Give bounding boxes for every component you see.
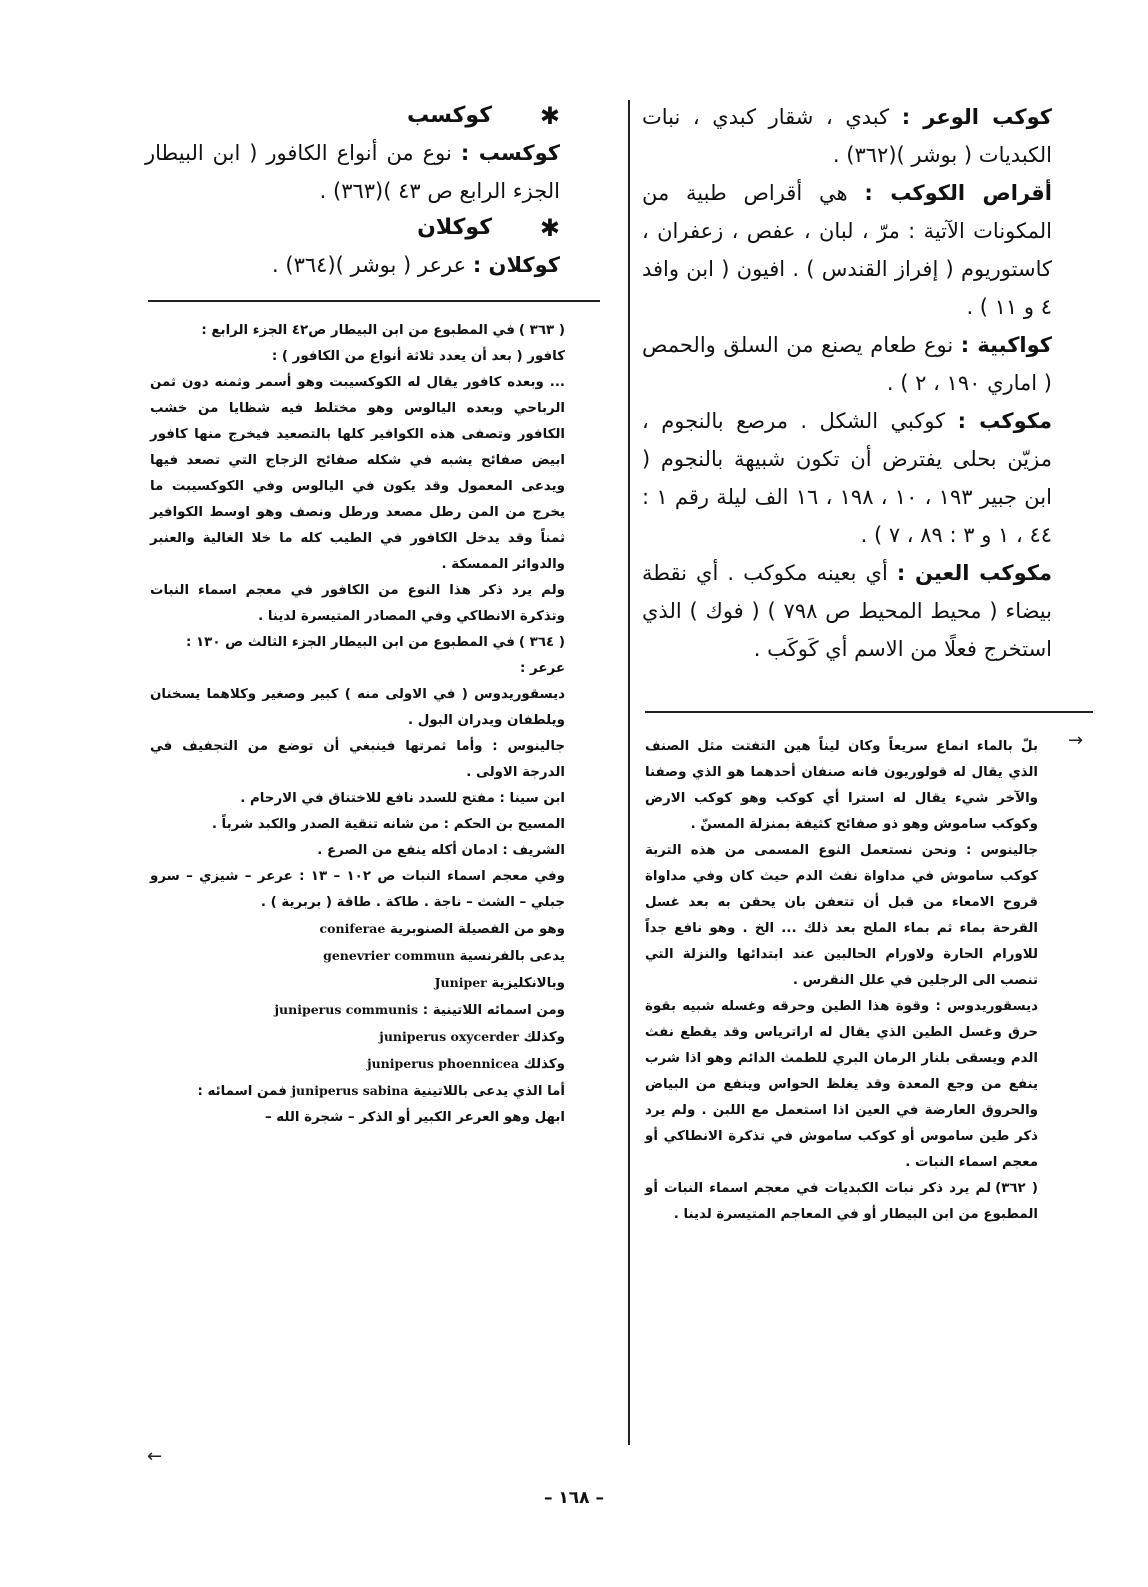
entry-aqras-alkawkab — [642, 174, 1052, 326]
footnote-364 — [150, 630, 565, 656]
latin-name: coniferae — [319, 921, 386, 936]
latin-name: juniperus sabina — [291, 1083, 409, 1098]
footnote-paragraph: جالينوس : ونحن نستعمل النوع المسمى من هذه التربة كوكب ساموش في مداواة نفث الدم حيث كان وفي مداواة قروح الامعاء من قبل أن تتعفن بان يحقن به بعد غسل القرحة بماء ثم بماء الملح بعد ذلك ... الخ . وهو نافع جداً للاورام الحارة ولاورام الحالبين عند ابتدائها والنزلة التي تنصب الى الرجلين في علل النقرس . — [645, 843, 1038, 988]
latin-name: juniperus communis — [274, 1002, 419, 1017]
latin-row: وكذلك juniperus oxycerder — [379, 1029, 565, 1045]
entry-text: هي أقراص طبية من المكونات الآتية : مرّ ، لبان ، عفص ، زعفران ، كاستوريوم ( إفراز القندس ) . افيون ( ابن وافد ٤ و ١١ ) . — [642, 181, 1052, 319]
entry-text: كوكبي الشكل . مرصع بالنجوم ، مزيّن بحلى يفترض أن تكون شبيهة بالنجوم ( ابن جبير ١٩٣ ، ١٠ ، ١٩٨ ، ١٦ الف ليلة رقم ١ : ٤٤ ، ١ و ٣ : ٨٩ ، ٧ ) . — [642, 409, 1052, 547]
footnote-363 — [150, 318, 565, 344]
footnotes-right — [645, 734, 1038, 1228]
left-main-column — [145, 98, 560, 284]
latin-row: وكذلك juniperus phoennicea — [367, 1056, 565, 1072]
section-heading-kawkasb: ✱ كوكسب — [145, 98, 560, 134]
entry-term: مكوكب العين : — [896, 561, 1052, 585]
entry-term: أقراص الكوكب : — [864, 181, 1052, 205]
footnote-line: ... وبعده كافور يقال له الكوكسيبت وهو أسمر وثمنه دون ثمن الرباحي وبعده اليالوس وهو مختلط فيه شظايا من خشب الكافور وتصفى هذه الكوافير كلها بالتصعيد فيخرج منها كافور ابيض صفائح يشبه في شكله صفائح الزجاج التي تصعد فيها ويدعى المعمول وقد يكون في اليالوس وفي الكوكسيبت ما يخرج من المن رطل مصعد ورطل ونصف وهو اوسط الكوافير ثمناً وقد يدخل الكافور في الطيب كله ما خلا الغالية والعنبر والدوائر الممسكة . — [150, 375, 565, 572]
footnote-number: ( ٣٦٢) — [995, 1181, 1038, 1196]
latin-name: Juniper — [434, 975, 487, 990]
footnote-line: ابهل وهو العرعر الكبير أو الذكر – شجرة الله – — [264, 1110, 565, 1125]
latin-name: juniperus oxycerder — [379, 1029, 519, 1044]
entry-text: كبدي ، شقار كبدي ، نبات الكبديات ( بوشر )(٣٦٢) . — [642, 105, 1052, 167]
footnote-line: كافور ( بعد أن يعدد ثلاثة أنواع من الكافور ) : — [271, 349, 565, 364]
footnote-rule-left — [148, 300, 600, 302]
footnote-line: عرعر : — [520, 661, 565, 676]
footnote-text: لم يرد ذكر نبات الكبديات في معجم اسماء النبات أو المطبوع من ابن البيطار أو في المعاجم المتيسرة لدينا . — [645, 1181, 1038, 1222]
entry-term: كوكسب : — [460, 141, 560, 165]
entry-kawkab-alwaar — [642, 98, 1052, 174]
column-divider — [628, 100, 630, 1445]
page-number: – ١٦٨ – — [544, 1488, 604, 1508]
entry-term: مكوكب : — [957, 409, 1052, 433]
latin-row: ومن اسمائه اللاتينية : juniperus communis — [274, 1002, 565, 1018]
footnote-line: الشريف : ادمان أكله ينفع من الصرع . — [317, 843, 565, 858]
entry-kawakibiya — [642, 326, 1052, 402]
entry-text: أي بعينه مكوكب . أي نقطة بيضاء ( محيط المحيط ص ٧٩٨ ) ( فوك ) الذي استخرج فعلًا من الاسم أي كَوكَب . — [642, 561, 1052, 661]
footnotes-left — [150, 318, 565, 1131]
footnote-362 — [645, 1176, 1038, 1228]
footnote-line: وفي معجم اسماء النبات ص ١٠٢ – ١٣ : عرعر – شيزي – سرو جبلي – الشث – ناجة . طاكة . طاقة ( بربرية ) . — [150, 869, 565, 910]
footnote-line: جالينوس : وأما ثمرتها فينبغي أن توضع من التجفيف في الدرجة الاولى . — [150, 739, 565, 780]
footnote-line: ديسقوريدوس ( في الاولى منه ) كبير وصغير وكلاهما يسخنان ويلطفان ويدران البول . — [150, 687, 565, 728]
star-icon: ✱ — [539, 102, 560, 130]
entry-kawkalan — [145, 246, 560, 284]
entry-term: كوكب الوعر : — [901, 105, 1052, 129]
section-heading-kawkalan: ✱ كوكلان — [145, 210, 560, 246]
footnote-text: في المطبوع من ابن البيطار الجزء الثالث ص ١٣٠ : — [185, 635, 515, 650]
entry-term: كوكلان : — [472, 253, 560, 277]
footnote-paragraph: ديسقوريدوس : وقوة هذا الطين وحرقه وغسله شبيه بقوة حرق وغسل الطين الذي يقال له اراترياس وقد يقطع نفث الدم ويسقى بلنار الرمان البري للطمث الدائم وهو اذا شرب ينفع من وجع المعدة وقد يغلظ الحواس وينفع من البياض والحروق العارضة في العين اذا استعمل مع اللبن . ولم يرد ذكر طين ساموس أو كوكب ساموش في تذكرة الانطاكي أو معجم اسماء النبات . — [645, 999, 1038, 1170]
footnote-number: ( ٣٦٣ ) — [518, 323, 565, 338]
continue-arrow-icon: ← — [147, 1446, 163, 1467]
entry-mukawkab — [642, 402, 1052, 554]
latin-row: وهو من الفصيلة الصنوبرية coniferae — [319, 921, 565, 937]
entry-term: كواكبية : — [960, 333, 1052, 357]
footnote-line: ولم يرد ذكر هذا النوع من الكافور في معجم اسماء النبات وتذكرة الانطاكي وفي المصادر المتيسرة لدينا . — [150, 583, 565, 624]
star-icon: ✱ — [539, 214, 560, 242]
sabina-row: أما الذي يدعى باللاتينية juniperus sabina فمن اسمائه : — [197, 1083, 565, 1099]
latin-name: genevrier commun — [323, 948, 455, 963]
footnote-paragraph: بلّ بالماء انماع سريعاً وكان ليناً هين التفتت مثل الصنف الذي يقال له قولوريون فانه صنفان أحدهما هو الذي وصفنا والآخر شيء يقال له استرا أي كوكب وهو كوكب الارض وكوكب ساموش وهو ذو صفائح كثيفة بمنزلة المسنّ . — [645, 739, 1038, 832]
footnote-number: ( ٣٦٤ ) — [518, 635, 565, 650]
footnote-text: في المطبوع من ابن البيطار ص٤٢ الجزء الرابع : — [201, 323, 515, 338]
latin-name: juniperus phoennicea — [367, 1056, 519, 1071]
latin-row: يدعى بالفرنسية genevrier commun — [323, 948, 565, 964]
latin-row: وبالانكليزية Juniper — [434, 975, 565, 991]
entry-text: نوع طعام يصنع من السلق والحمص ( اماري ١٩٠ ، ٢ ) . — [642, 333, 1052, 395]
footnote-rule-right — [645, 711, 1093, 713]
right-main-column — [642, 98, 1052, 668]
footnote-line: المسيح بن الحكم : من شانه تنقية الصدر والكبد شرباً . — [211, 817, 565, 832]
entry-text: عرعر ( بوشر )(٣٦٤) . — [272, 253, 473, 277]
continue-arrow-icon: → — [1068, 730, 1084, 751]
entry-text: نوع من أنواع الكافور ( ابن البيطار الجزء الرابع ص ٤٣ )(٣٦٣) . — [145, 141, 560, 203]
entry-kawkasb — [145, 134, 560, 210]
entry-mukawkab-alain — [642, 554, 1052, 668]
footnote-line: ابن سينا : مفتح للسدد نافع للاختناق في الارحام . — [240, 791, 565, 806]
